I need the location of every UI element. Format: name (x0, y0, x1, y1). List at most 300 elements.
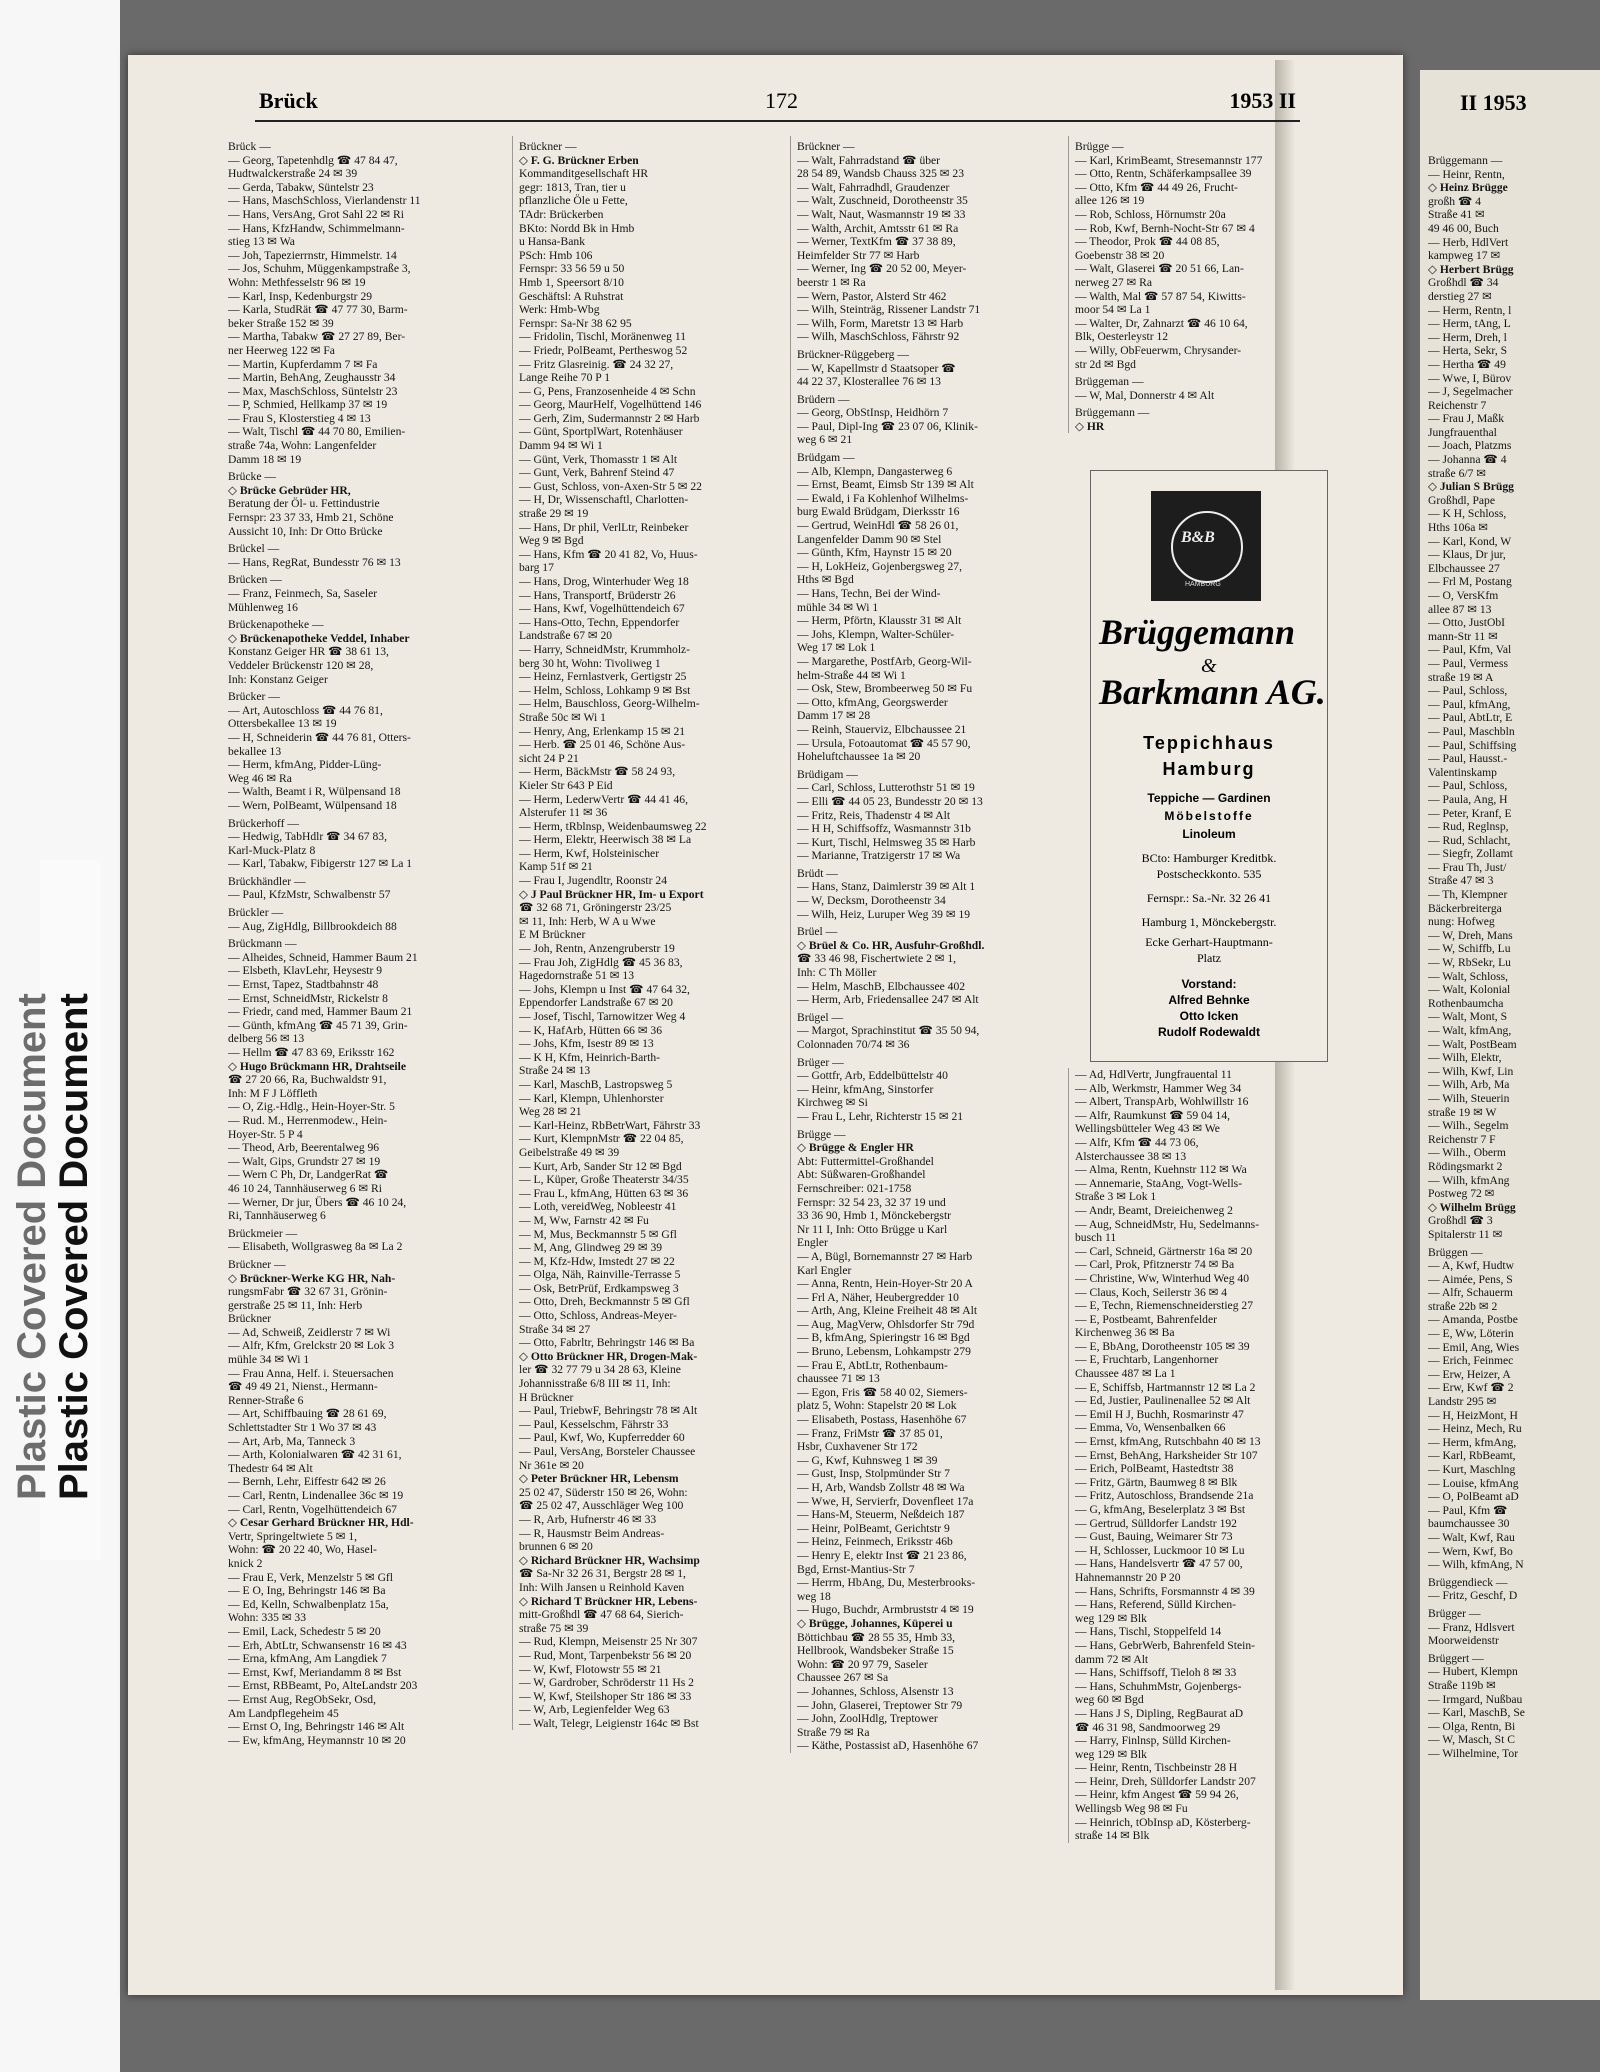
directory-entry: — Gertrud, Sülldorfer Landstr 192 (1075, 1516, 1237, 1530)
directory-entry: — Harry, Finlnsp, Sülld Kirchen- (1075, 1734, 1231, 1748)
directory-entry: — Bernh, Lehr, Eiffestr 642 ✉ 26 (228, 1475, 386, 1489)
directory-column-1 (228, 136, 488, 1747)
directory-entry: chaussee 71 ✉ 13 (797, 1372, 880, 1386)
directory-entry: — Hans, Drog, Winterhuder Weg 18 (519, 575, 689, 588)
directory-entry: — Otto, Schloss, Andreas-Meyer- (519, 1309, 677, 1323)
ad-address-3: Platz (1197, 951, 1221, 965)
directory-entry: Hths ✉ Bgd (797, 573, 854, 587)
brand-name-1: Brüggemann (1099, 612, 1296, 652)
directory-entry: — Alb, Werkmstr, Hammer Weg 34 (1075, 1081, 1242, 1095)
facing-page-header: II 1953 (1460, 90, 1527, 115)
directory-entry: — Herta, Sekr, S (1428, 344, 1508, 358)
directory-entry: — Hedwig, TabHdlr ☎ 34 67 83, (228, 830, 387, 844)
directory-entry: — Alfr, Schauerm (1428, 1286, 1513, 1300)
directory-entry: weg 6 ✉ 21 (797, 433, 853, 447)
directory-entry: — Wilh, Elektr, (1428, 1051, 1502, 1065)
directory-entry: — Ad, HdlVertr, Jungfrauental 11 (1075, 1068, 1232, 1081)
directory-entry: — Fridolin, Tischl, Moränenweg 11 (519, 330, 687, 344)
directory-entry: Brüdern — (797, 392, 850, 406)
directory-entry: — Wilh, Arb, Ma (1428, 1078, 1510, 1092)
directory-entry: — Georg, ObStInsp, Heidhörn 7 (797, 406, 949, 420)
directory-entry: — Aimée, Pens, S (1428, 1272, 1513, 1286)
directory-entry: — Wilh, Steinträg, Rissener Landstr 71 (797, 303, 981, 317)
directory-entry: ◇ Peter Brückner HR, Lebensm (519, 1472, 679, 1486)
directory-entry: Brüggemann — (1428, 154, 1503, 167)
directory-entry: — Jos, Schuhm, Müggenkampstraße 3, (228, 262, 411, 276)
directory-entry: — Frl M, Postang (1428, 575, 1512, 589)
directory-entry: TAdr: Brückerben (519, 207, 604, 221)
directory-entry: Hths 106a ✉ (1428, 521, 1488, 535)
directory-entry: PSch: Hmb 106 (519, 248, 593, 262)
page-header (255, 88, 1300, 122)
directory-entry: — Hans, VersAng, Grot Sahl 22 ✉ Ri (228, 207, 404, 221)
directory-entry: Lange Reihe 70 P 1 (519, 371, 611, 385)
directory-entry: — Rud, Klempn, Meisenstr 25 Nr 307 (519, 1635, 698, 1649)
directory-entry: — Rob, Schloss, Hörnumstr 20a (1075, 207, 1226, 221)
directory-entry: Brügger — (1428, 1606, 1481, 1620)
directory-entry: Brüggeman — (1075, 375, 1144, 389)
directory-entry: — Emil, Lack, Schedestr 5 ✉ 20 (228, 1624, 381, 1638)
directory-entry: Brüel — (797, 925, 838, 939)
directory-entry: — Ernst Aug, RegObSekr, Osd, (228, 1692, 376, 1706)
directory-entry: — Carl, Schneid, Gärtnerstr 16a ✉ 20 (1075, 1244, 1253, 1258)
directory-entry: Fernschreiber: 021-1758 (797, 1181, 912, 1195)
directory-entry: — Joh, Tapezierrnstr, Himmelstr. 14 (228, 248, 397, 262)
directory-entry: — Alfr, Kfm ☎ 44 73 06, (1075, 1135, 1199, 1149)
directory-entry: — Ernst, Tapez, Stadtbahnstr 48 (228, 978, 379, 992)
directory-entry: Hahnemannstr 20 P 20 (1075, 1570, 1181, 1584)
directory-entry: ◇ Otto Brückner HR, Drogen-Mak- (519, 1349, 698, 1363)
directory-entry: — John, ZoolHdlg, Treptower (797, 1712, 938, 1726)
directory-entry: straße 19 ✉ A (1428, 670, 1494, 684)
directory-entry: — R, Arb, Hufnerstr 46 ✉ 33 (519, 1512, 657, 1526)
directory-entry: Böttichbau ☎ 28 55 35, Hmb 33, (797, 1630, 956, 1644)
directory-entry: Großhdl, Pape (1428, 493, 1495, 507)
side-label (10, 860, 100, 1560)
directory-entry: — Herm, BäckMstr ☎ 58 24 93, (519, 765, 676, 779)
directory-entry: Brückmeier — (228, 1226, 298, 1240)
ad-products-1: Teppiche — Gardinen (1147, 791, 1271, 805)
directory-entry: — H H, Schiffsoffz, Wasmannstr 31b (797, 822, 971, 836)
directory-entry: Kirchweg ✉ Si (797, 1096, 868, 1110)
directory-entry: — Arth, Ang, Kleine Freiheit 48 ✉ Alt (797, 1304, 978, 1318)
directory-entry: Reichenstr 7 (1428, 398, 1487, 412)
directory-entry: Landstr 295 ✉ (1428, 1395, 1497, 1409)
directory-entry: — Otto, Dreh, Beckmannstr 5 ✉ Gfl (519, 1295, 690, 1309)
directory-entry: — Rud, Schlacht, (1428, 833, 1511, 847)
directory-entry: — Gertrud, WeinHdl ☎ 58 26 01, (797, 519, 959, 533)
directory-entry: — Franz, Feinmech, Sa, Saseler (228, 587, 378, 600)
directory-entry: — A, Kwf, Hudtw (1428, 1259, 1514, 1273)
directory-entry: — Heinr, kfmAng, Sinstorfer (797, 1082, 934, 1096)
directory-entry: Alsterufer 11 ✉ 36 (519, 806, 608, 820)
directory-entry: Brügge — (1075, 140, 1124, 153)
directory-entry: platz 5, Wohn: Stapelstr 20 ✉ Lok (797, 1399, 957, 1413)
directory-entry: — Hans, Stanz, Daimlerstr 39 ✉ Alt 1 (797, 880, 976, 894)
directory-entry: — Kurt, KlempnMstr ☎ 22 04 85, (519, 1132, 684, 1146)
directory-entry: ◇ Brügge & Engler HR (797, 1141, 914, 1155)
directory-entry: ◇ Wilhelm Brügg (1428, 1200, 1516, 1214)
directory-entry: — Johs, Kfm, Isestr 89 ✉ 13 (519, 1037, 654, 1051)
directory-entry: — Peter, Kranf, E (1428, 806, 1512, 820)
directory-entry: — Heinr, kfm Angest ☎ 59 94 26, (1075, 1788, 1239, 1802)
directory-entry: Hoyer-Str. 5 P 4 (228, 1127, 303, 1141)
directory-entry: — Hans, KfzHandw, Schimmelmann- (228, 221, 405, 235)
directory-entry: Brüggemann — (1075, 406, 1150, 420)
directory-entry: — Emma, Vo, Wensenbalken 66 (1075, 1421, 1226, 1435)
directory-entry: — Fritz, Gärtn, Baumweg 8 ✉ Blk (1075, 1475, 1238, 1489)
directory-entry: — Andr, Beamt, Dreieichenweg 2 (1075, 1203, 1233, 1217)
directory-entry: — Carl, Prok, Pfitznerstr 74 ✉ Ba (1075, 1258, 1235, 1272)
directory-entry: — Art, Arb, Ma, Tanneck 3 (228, 1434, 356, 1448)
directory-entry: — Art, Schiffbauing ☎ 28 61 69, (228, 1407, 387, 1421)
directory-entry: — Hans J S, Dipling, RegBaurat aD (1075, 1706, 1244, 1720)
directory-entry: — Hans-M, Steuerm, Neßdeich 187 (797, 1508, 965, 1522)
directory-entry: — Georg, Tapetenhdlg ☎ 47 84 47, (228, 153, 398, 167)
directory-entry: — Herm, tRblnsp, Weidenbaumsweg 22 (519, 819, 707, 833)
directory-entry: — W, Schiffb, Lu (1428, 942, 1511, 956)
directory-entry: — Wern, Kwf, Bo (1428, 1544, 1513, 1558)
directory-entry: Brückhändler — (228, 874, 306, 888)
directory-entry: — Walt, Kwf, Rau (1428, 1530, 1515, 1544)
directory-entry: — Reinh, Stauerviz, Elbchaussee 21 (797, 722, 967, 736)
directory-entry: ☎ 25 02 47, Ausschläger Weg 100 (519, 1499, 684, 1513)
directory-entry: — Hans, Schiffsoff, Tieloh 8 ✉ 33 (1075, 1666, 1237, 1680)
directory-entry: Colonnaden 70/74 ✉ 36 (797, 1038, 910, 1051)
directory-entry: — Henry E, elektr Inst ☎ 21 23 86, (797, 1548, 967, 1562)
directory-entry: — Alma, Rentn, Kuehnstr 112 ✉ Wa (1075, 1163, 1247, 1177)
directory-entry: — Gottfr, Arb, Eddelbüttelstr 40 (797, 1069, 948, 1083)
directory-entry: Brüggendieck — (1428, 1575, 1508, 1589)
directory-entry: bekallee 13 (228, 744, 282, 758)
brand-amp: & (1201, 655, 1217, 677)
directory-entry: — W, Kwf, Flotowstr 55 ✉ 21 (519, 1662, 662, 1676)
directory-entry: Brückel — (228, 542, 280, 556)
directory-entry: Eppendorfer Landstraße 67 ✉ 20 (519, 996, 673, 1010)
side-label-text: Plastic Covered Document (52, 993, 96, 1500)
directory-entry: — Walt, Gips, Grundstr 27 ✉ 19 (228, 1154, 381, 1168)
directory-entry: — Henry, Ang, Erlenkamp 15 ✉ 21 (519, 724, 686, 738)
directory-entry: — Herm, Kwf, Holsteinischer (519, 846, 660, 860)
directory-entry: — Hertha ☎ 49 (1428, 357, 1506, 371)
directory-entry: — Ernst O, Ing, Behringstr 146 ✉ Alt (228, 1720, 405, 1734)
directory-entry: Heimfelder Str 77 ✉ Harb (797, 248, 920, 262)
directory-entry: 46 10 24, Tannhäuserweg 6 ✉ Ri (228, 1181, 382, 1195)
directory-entry: — M, Ww, Farnstr 42 ✉ Fu (519, 1213, 649, 1227)
directory-entry: straße 19 ✉ W (1428, 1105, 1497, 1119)
directory-entry: ◇ Heinz Brügge (1428, 181, 1508, 195)
directory-entry: ◇ Brücke Gebrüder HR, (228, 483, 351, 497)
directory-entry: Brücke — (228, 470, 276, 484)
directory-entry: — Käthe, Postassist aD, Hasenhöhe 67 (797, 1739, 979, 1753)
directory-entry: — Heinr, Rentn, Tischbeinstr 28 H (1075, 1761, 1238, 1775)
facing-page-column (1428, 150, 1598, 1760)
directory-entry: — Karl, MaschB, Se (1428, 1706, 1525, 1720)
directory-entry: — Werner, TextKfm ☎ 37 38 89, (797, 235, 956, 249)
directory-entry: — Fritz, Reis, Thadenstr 4 ✉ Alt (797, 808, 951, 822)
directory-entry: — Werner, Ing ☎ 20 52 00, Meyer- (797, 262, 967, 276)
directory-entry: 28 54 89, Wandsb Chauss 325 ✉ 23 (797, 167, 965, 181)
directory-entry: E M Brückner (519, 928, 586, 942)
directory-entry: Hagedornstraße 51 ✉ 13 (519, 969, 634, 983)
directory-entry: — G, Kwf, Kuhnsweg 1 ✉ 39 (797, 1453, 938, 1467)
directory-entry: — Fritz Glasreinig. ☎ 24 32 27, (519, 357, 674, 371)
directory-entry: Brücken — (228, 573, 282, 587)
directory-entry: — Hans, Referend, Sülld Kirchen- (1075, 1598, 1236, 1612)
directory-entry: — Erich, Feinmec (1428, 1354, 1514, 1368)
directory-entry: sicht 24 P 21 (519, 751, 579, 765)
directory-entry: Kieler Str 643 P Eid (519, 778, 613, 792)
directory-entry: — Werner, Dr jur, Übers ☎ 46 10 24, (228, 1195, 407, 1209)
directory-entry: — Karla, StudRät ☎ 47 77 30, Barm- (228, 303, 408, 317)
directory-column-4-top (1068, 136, 1339, 433)
directory-entry: — Friedr, cand med, Hammer Baum 21 (228, 1005, 413, 1019)
directory-entry: — M, Mus, Beckmannstr 5 ✉ Gfl (519, 1227, 677, 1241)
directory-entry: — Otto, kfmAng, Georgswerder (797, 695, 948, 709)
directory-entry: — E, Postbeamt, Bahrenfelder (1075, 1312, 1217, 1326)
directory-entry: — Herb. ☎ 25 01 46, Schöne Aus- (519, 738, 686, 752)
side-label-shadow: Plastic Covered Document (10, 993, 54, 1500)
year-volume: 1953 II (1229, 88, 1296, 113)
directory-entry: — Elsbeth, KlavLehr, Heysestr 9 (228, 964, 383, 978)
directory-entry: — Annemarie, StaAng, Vogt-Wells- (1075, 1176, 1243, 1190)
directory-entry: — Karl-Heinz, RbBetrWart, Fährstr 33 (519, 1118, 701, 1132)
directory-entry: — H, Schneiderin ☎ 44 76 81, Otters- (228, 730, 411, 744)
directory-entry: Brücker — (228, 690, 280, 704)
directory-entry: — Frau E, AbtLtr, Rothenbaum- (797, 1358, 948, 1372)
directory-entry: Blk, Oesterleystr 12 (1075, 330, 1169, 344)
directory-entry: straße 22b ✉ 2 (1428, 1299, 1498, 1313)
directory-entry: Kamp 51f ✉ 21 (519, 860, 593, 874)
directory-entry: — Loth, vereidWeg, Nobleestr 41 (519, 1200, 677, 1214)
directory-entry: — W, Gardrober, Schröderstr 11 Hs 2 (519, 1676, 694, 1690)
directory-entry: Langenfelder Damm 90 ✉ Stel (797, 532, 942, 546)
directory-entry: — Ernst, kfmAng, Rutschbahn 40 ✉ 13 (1075, 1435, 1261, 1449)
directory-entry: — Georg, MaurHelf, Vogelhüttend 146 (519, 398, 702, 412)
directory-entry: — Ursula, Fotoautomat ☎ 45 57 90, (797, 736, 971, 750)
directory-entry: — E, Schiffsb, Hartmannstr 12 ✉ La 2 (1075, 1380, 1256, 1394)
directory-entry: Geibelstraße 49 ✉ 39 (519, 1145, 620, 1159)
directory-entry: — Bruno, Lebensm, Lohkampstr 279 (797, 1345, 971, 1359)
directory-entry: — Paul, AbtLtr, E (1428, 711, 1513, 725)
directory-entry: gegr: 1813, Tran, tier u (519, 180, 626, 194)
directory-entry: — Siegfr, Zollamt (1428, 847, 1513, 861)
directory-entry: — Herm, kfmAng, Pidder-Lüng- (228, 758, 382, 772)
directory-entry: — W, Decksm, Dorotheenstr 34 (797, 894, 946, 908)
directory-entry: Nr 361e ✉ 20 (519, 1458, 584, 1472)
directory-entry: Brückner — (797, 140, 855, 153)
directory-entry: — Erw, Kwf ☎ 2 (1428, 1381, 1514, 1395)
directory-entry: Wohn: ☎ 20 97 79, Saseler (797, 1657, 928, 1671)
directory-entry: Konstanz Geiger HR ☎ 38 61 13, (228, 645, 389, 659)
directory-entry: ☎ 49 49 21, Nienst., Hermann- (228, 1380, 378, 1394)
directory-entry: — W, Masch, St C (1428, 1733, 1515, 1747)
directory-entry: Straße 50c ✉ Wi 1 (519, 710, 606, 724)
directory-entry: Inh: C Th Möller (797, 966, 877, 980)
directory-entry: — M, Kfz-Hdw, Imstedt 27 ✉ 22 (519, 1254, 675, 1268)
directory-entry: Landstraße 67 ✉ 20 (519, 629, 613, 643)
directory-entry: — Karl, Insp, Kedenburgstr 29 (228, 289, 373, 303)
directory-entry: — Gust, Bauing, Weimarer Str 73 (1075, 1530, 1233, 1544)
directory-entry: — O, Zig.-Hdlg., Hein-Hoyer-Str. 5 (228, 1100, 395, 1114)
ad-board-label: Vorstand: (1181, 977, 1237, 991)
directory-entry: — Gust, Schloss, von-Axen-Str 5 ✉ 22 (519, 479, 702, 493)
directory-entry: — Anna, Rentn, Hein-Hoyer-Str 20 A (797, 1277, 973, 1291)
directory-entry: — Karl, KrimBeamt, Stresemannstr 177 (1075, 153, 1263, 167)
directory-entry: — Johs, Klempn, Walter-Schüler- (797, 627, 955, 641)
directory-entry: — Josef, Tischl, Tarnowitzer Weg 4 (519, 1010, 686, 1023)
directory-entry: mitt-Großhdl ☎ 47 68 64, Sierich- (519, 1608, 684, 1622)
directory-entry: ler ☎ 32 77 79 u 34 28 63, Kleine (519, 1363, 681, 1377)
directory-entry: — O, PolBeamt aD (1428, 1490, 1519, 1504)
directory-entry: Postweg 72 ✉ (1428, 1187, 1495, 1201)
directory-entry: — Herm, Pförtn, Klausstr 31 ✉ Alt (797, 614, 962, 628)
directory-entry: — Otto, Fabrltr, Behringstr 146 ✉ Ba (519, 1336, 695, 1350)
directory-entry: — W, Kwf, Steilshoper Str 186 ✉ 33 (519, 1689, 692, 1703)
directory-entry: — Ernst, Kwf, Meriandamm 8 ✉ Bst (228, 1665, 402, 1679)
directory-entry: — Erich, PolBeamt, Hastedtstr 38 (1075, 1462, 1234, 1476)
ad-board-member-3: Rudolf Rodewaldt (1158, 1025, 1260, 1039)
directory-entry: Straße 47 ✉ 3 (1428, 874, 1494, 888)
directory-entry: — O, VersKfm (1428, 589, 1499, 602)
facing-page (1420, 70, 1600, 2000)
directory-entry: — Alfr, Kfm, Grelckstr 20 ✉ Lok 3 (228, 1339, 395, 1353)
directory-column-3 (790, 136, 1057, 1753)
directory-entry: busch 11 (1075, 1231, 1117, 1245)
directory-entry: Brückmann — (228, 937, 297, 951)
directory-entry: — Alheides, Schneid, Hammer Baum 21 (228, 950, 418, 964)
directory-entry: — Johs, Klempn u Inst ☎ 47 64 32, (519, 982, 690, 996)
directory-entry: — W, Mal, Donnerstr 4 ✉ Alt (1075, 388, 1215, 402)
directory-entry: — Wilh, Form, Maretstr 13 ✉ Harb (797, 316, 964, 330)
directory-entry: ☎ 33 46 98, Fischertwiete 2 ✉ 1, (797, 952, 957, 966)
directory-entry: Abt: Futtermittel-Großhandel (797, 1154, 934, 1168)
directory-entry: — Wwe, H, Servierfr, Dovenfleet 17a (797, 1494, 974, 1508)
directory-entry: — G, Pens, Franzosenheide 4 ✉ Schn (519, 384, 696, 398)
directory-entry: — Walt, Schloss, (1428, 969, 1509, 983)
directory-entry: Brückler — (228, 906, 284, 920)
directory-entry: — Joach, Platzms (1428, 439, 1512, 453)
directory-entry: 33 36 90, Hmb 1, Mönckebergstr (797, 1209, 952, 1223)
directory-entry: Inh: M F J Löffleth (228, 1086, 318, 1100)
directory-entry: Brückner — (519, 140, 577, 153)
directory-entry: nung: Hofweg (1428, 915, 1495, 929)
directory-entry: — Olga, Rentn, Bi (1428, 1719, 1516, 1733)
directory-entry: Straße 3 ✉ Lok 1 (1075, 1190, 1157, 1204)
directory-entry: — L, Küper, Große Theaterstr 34/35 (519, 1173, 689, 1187)
directory-entry: — A, Bügl, Bornemannstr 27 ✉ Harb (797, 1249, 973, 1263)
directory-entry: — Herm, kfmAng, (1428, 1435, 1517, 1449)
directory-entry: — Erw, Heizer, A (1428, 1367, 1511, 1381)
directory-entry: knick 2 (228, 1556, 263, 1570)
directory-entry: — K H, Schloss, (1428, 507, 1507, 521)
directory-entry: — Hans, MaschSchloss, Vierlandenstr 11 (228, 194, 421, 208)
directory-entry: — Hans, Schrifts, Forsmannstr 4 ✉ 39 (1075, 1584, 1255, 1598)
directory-entry: — Aug, MagVerw, Ohlsdorfer Str 79d (797, 1317, 975, 1331)
directory-entry: Straße 41 ✉ (1428, 208, 1485, 222)
directory-entry: Brüdigam — (797, 767, 858, 781)
directory-entry: weg 60 ✉ Bgd (1075, 1693, 1144, 1707)
directory-entry: — Carl, Rentn, Vogelhüttendeich 67 (228, 1502, 397, 1516)
directory-entry: — K, HafArb, Hütten 66 ✉ 36 (519, 1023, 663, 1037)
directory-entry: Inh: Konstanz Geiger (228, 672, 328, 686)
directory-entry: Brüggen — (1428, 1245, 1483, 1259)
directory-entry: — Karl, RbBeamt, (1428, 1449, 1516, 1463)
directory-entry: Bgd, Ernst-Mantius-Str 7 (797, 1562, 915, 1576)
directory-entry: — Wilh., Segelm (1428, 1119, 1509, 1133)
directory-entry: — Th, Klempner (1428, 888, 1508, 902)
directory-entry: — Theod, Arb, Beerentalweg 96 (228, 1141, 380, 1155)
directory-entry: — E, BbAng, Dorotheenstr 105 ✉ 39 (1075, 1339, 1250, 1353)
directory-entry: — Hans, Dr phil, VerlLtr, Reinbeker (519, 520, 689, 534)
ad-board-member-1: Alfred Behnke (1168, 993, 1250, 1007)
directory-entry: — Fritz, Geschf, D (1428, 1589, 1518, 1603)
directory-entry: — Wilh, Heiz, Luruper Weg 39 ✉ 19 (797, 907, 971, 921)
directory-entry: — Irmgard, Nußbau (1428, 1692, 1523, 1706)
directory-entry: — Heinr, Rentn, (1428, 167, 1505, 181)
ad-bank-1: BCto: Hamburger Kreditbk. (1141, 851, 1277, 865)
directory-entry: — Walt, kfmAng, (1428, 1024, 1512, 1037)
directory-entry: Hmb 1, Speersort 8/10 (519, 275, 624, 289)
directory-entry: straße 75 ✉ 39 (519, 1621, 589, 1635)
directory-entry: 49 46 00, Buch (1428, 221, 1499, 235)
directory-entry: Großhdl ☎ 34 (1428, 276, 1499, 290)
directory-entry: — E, Ww, Löterin (1428, 1327, 1514, 1341)
directory-entry: — Hellm ☎ 47 83 69, Eriksstr 162 (228, 1046, 395, 1059)
directory-entry: — Paul, Vermess (1428, 656, 1508, 670)
directory-entry: — Walt, Tischl ☎ 44 70 80, Emilien- (228, 425, 406, 439)
directory-entry: — Günt, Verk, Thomasstr 1 ✉ Alt (519, 452, 678, 466)
directory-entry: Weg 17 ✉ Lok 1 (797, 641, 876, 655)
directory-entry: — H, Schlosser, Luckmoor 10 ✉ Lu (1075, 1543, 1245, 1557)
directory-entry: — H, LokHeiz, Gojenbergsweg 27, (797, 559, 962, 573)
directory-entry: — Emil H J, Buchh, Rosmarinstr 47 (1075, 1407, 1244, 1421)
directory-entry: — Walt, Fahrradstand ☎ über (797, 153, 941, 167)
directory-entry: — Herm, tAng, L (1428, 317, 1511, 331)
directory-entry: ☎ 46 31 98, Sandmoorweg 29 (1075, 1720, 1221, 1734)
directory-entry: — Paul, Schiffsing (1428, 738, 1517, 752)
directory-column-2 (512, 136, 779, 1730)
directory-entry: ☎ 32 68 71, Gröningerstr 23/25 (519, 901, 672, 915)
directory-entry: — Theodor, Prok ☎ 44 08 85, (1075, 235, 1220, 249)
directory-entry: damm 72 ✉ Alt (1075, 1652, 1149, 1666)
directory-entry: — Gerda, Tabakw, Süntelstr 23 (228, 180, 374, 194)
directory-entry: — Wilh, kfmAng, N (1428, 1558, 1524, 1572)
directory-entry: mann-Str 11 ✉ (1428, 629, 1498, 643)
directory-entry: Elbchaussee 27 (1428, 561, 1500, 575)
directory-entry: — Arth, Kolonialwaren ☎ 42 31 61, (228, 1448, 402, 1462)
directory-entry: Fernspr: 23 37 33, Hmb 21, Schöne (228, 511, 394, 525)
brand-name-2: Barkmann AG. (1099, 672, 1326, 712)
directory-entry: — Joh, Rentn, Anzengruberstr 19 (519, 942, 675, 956)
directory-entry: — Egon, Fris ☎ 58 40 02, Siemers- (797, 1385, 968, 1399)
directory-entry: — Hans-Otto, Techn, Eppendorfer (519, 615, 680, 629)
directory-entry: 25 02 47, Süderstr 150 ✉ 26, Wohn: (519, 1485, 688, 1499)
directory-entry: — Ed, Kelln, Schwalbenplatz 15a, (228, 1597, 389, 1611)
directory-entry: — E, Fruchtarb, Langenhorner (1075, 1353, 1219, 1367)
directory-entry: Damm 17 ✉ 28 (797, 709, 871, 723)
directory-entry: — Heinrich, tObInsp aD, Kösterberg- (1075, 1815, 1251, 1829)
directory-entry: — W, RbSekr, Lu (1428, 956, 1511, 970)
directory-entry: mühle 34 ✉ Wi 1 (228, 1353, 310, 1367)
directory-entry: — Claus, Koch, Seilerstr 36 ✉ 4 (1075, 1285, 1228, 1299)
directory-entry: Brüdt — (797, 866, 838, 880)
running-head: Brück (259, 88, 318, 113)
directory-entry: ◇ HR (1075, 419, 1105, 433)
directory-entry: Brückner-Rüggeberg — (797, 347, 909, 361)
directory-entry: — Gust, Insp, Stolpmünder Str 7 (797, 1467, 950, 1481)
directory-entry: — Hugo, Buchdr, Armbruststr 4 ✉ 19 (797, 1603, 974, 1617)
